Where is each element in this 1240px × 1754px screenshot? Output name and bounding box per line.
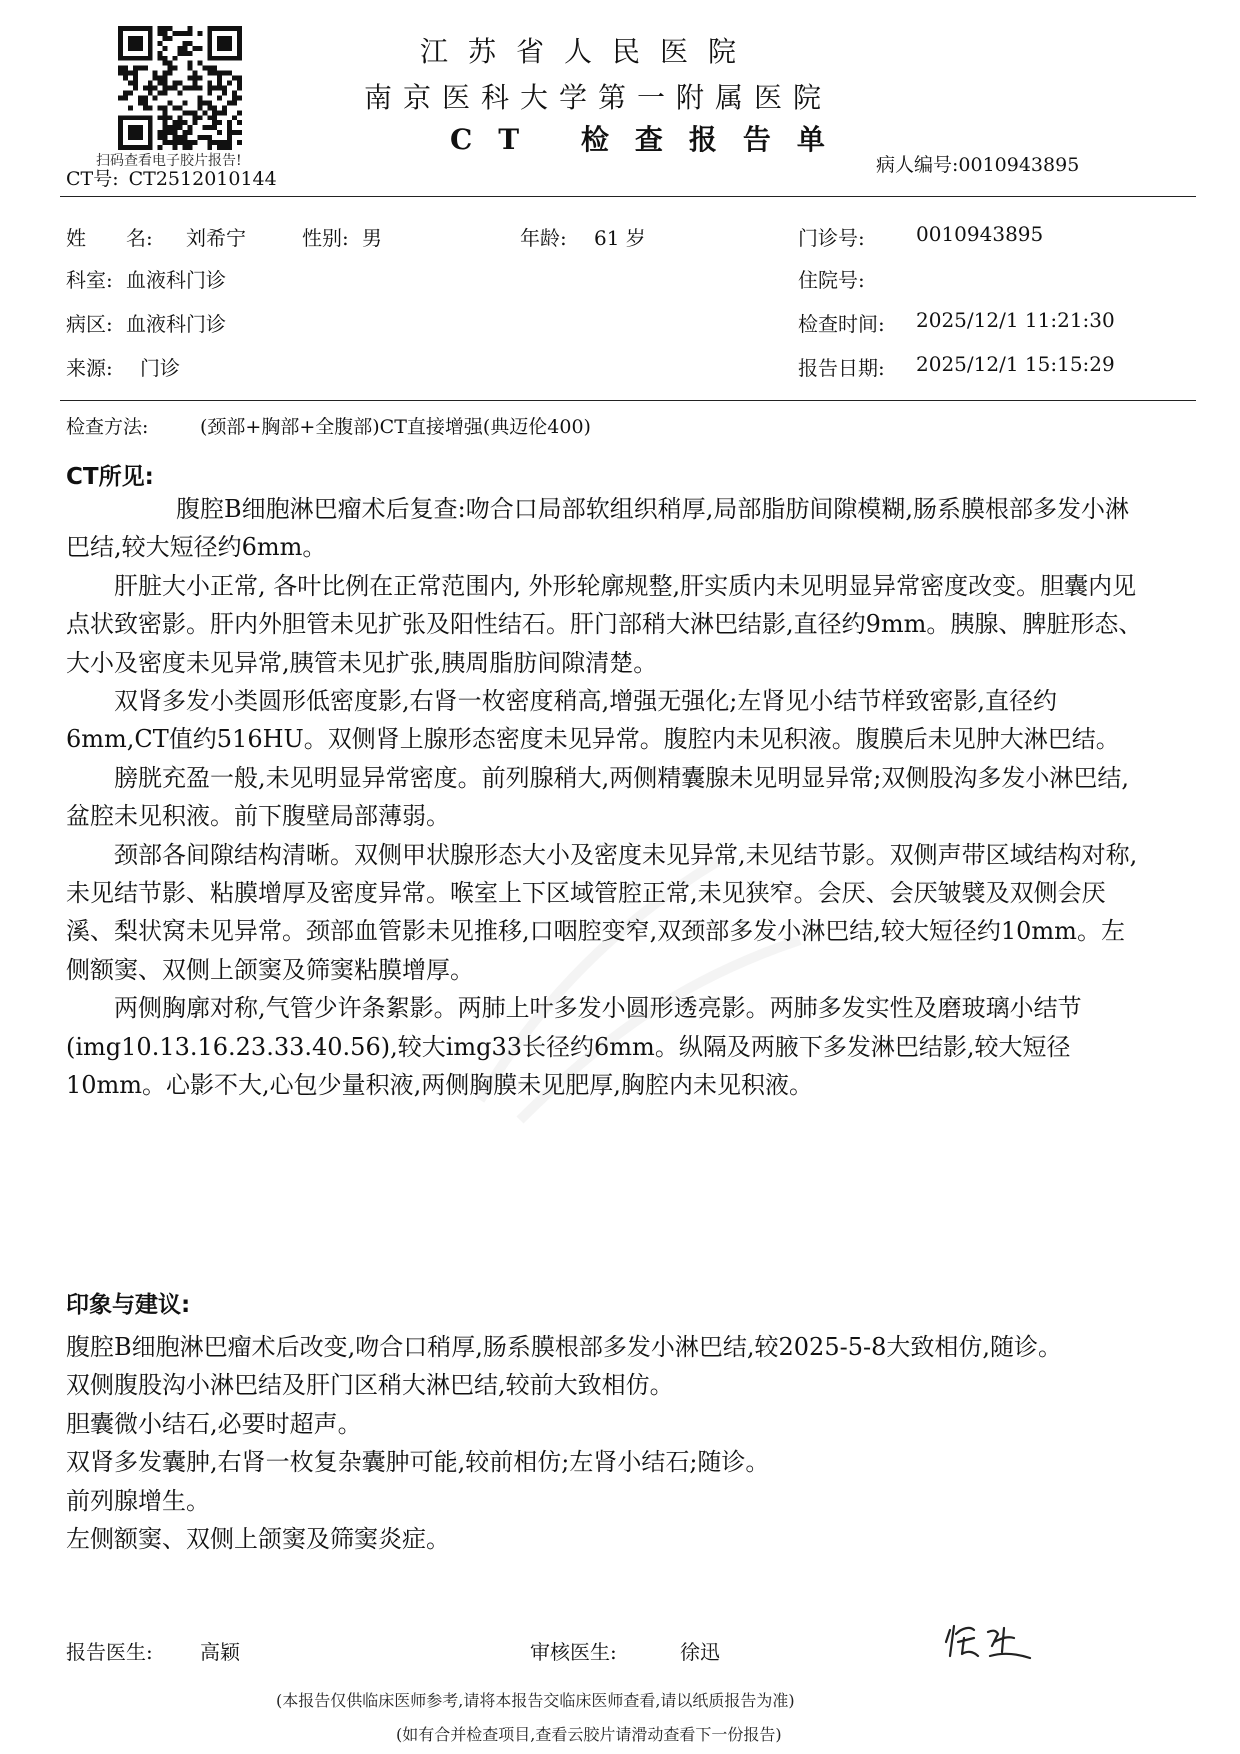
impression-line: 前列腺增生。: [66, 1486, 210, 1515]
exam-method: (颈部+胸部+全腹部)CT直接增强(典迈伦400): [200, 416, 591, 438]
hospital-name-line2: 南京医科大学第一附属医院: [364, 81, 833, 114]
report-date-label: 报告日期:: [798, 356, 885, 380]
impression-body: [66, 1328, 1156, 1558]
dept: 血液科门诊: [126, 268, 226, 292]
findings-paragraph: 膀胱充盈一般,未见明显异常密度。前列腺稍大,两侧精囊腺未见明显异常;双侧股沟多发小淋巴结,盆腔未见积液。前下腹壁局部薄弱。: [66, 763, 1129, 831]
patient-name: 刘希宁: [186, 226, 246, 250]
source-label: 来源:: [66, 356, 113, 380]
report-doctor-label: 报告医生:: [66, 1640, 153, 1664]
ct-number-label: CT号:: [66, 168, 119, 190]
footer-note-2: (如有合并检查项目,查看云胶片请滑动查看下一份报告): [396, 1725, 782, 1744]
patient-age-label: 年龄:: [520, 226, 567, 250]
findings-paragraph: 肝脏大小正常, 各叶比例在正常范围内, 外形轮廓规整,肝实质内未见明显异常密度改变。胆囊内见点状致密影。肝内外胆管未见扩张及阳性结石。肝门部稍大淋巴结影,直径约9mm。胰腺、脾脏形态、大小及密度未见异常,胰管未见扩张,胰周脂肪间隙清楚。: [66, 571, 1143, 677]
patient-id-value: 0010943895: [958, 154, 1080, 176]
report-doctor: 高颖: [200, 1640, 240, 1664]
findings-body: [66, 490, 1146, 1105]
report-title: CT 检查报告单: [450, 123, 851, 156]
hospital-name-line1: 江苏省人民医院: [420, 35, 757, 68]
findings-paragraph: 颈部各间隙结构清晰。双侧甲状腺形态大小及密度未见异常,未见结节影。双侧声带区域结构对称,未见结节影、粘膜增厚及密度异常。喉室上下区域管腔正常,未见狭窄。会厌、会厌皱襞及双侧会厌溪、梨状窝未见异常。颈部血管影未见推移,口咽腔变窄,双颈部多发小淋巴结,较大短径约10mm。左侧额窦、双侧上颌窦及筛窦粘膜增厚。: [66, 840, 1138, 984]
patient-sex-label: 性别:: [302, 226, 349, 250]
exam-time-label: 检查时间:: [798, 312, 885, 336]
patient-name-label: 姓 名:: [66, 226, 153, 250]
impression-title: 印象与建议:: [66, 1292, 191, 1318]
divider-top: [60, 196, 1196, 197]
dept-label: 科室:: [66, 268, 113, 292]
impression-line: 左侧额窦、双侧上颌窦及筛窦炎症。: [66, 1525, 450, 1554]
findings-title: CT所见:: [66, 464, 154, 490]
findings-paragraph: 腹腔B细胞淋巴瘤术后复查:吻合口局部软组织稍厚,局部脂肪间隙模糊,肠系膜根部多发小淋巴结,较大短径约6mm。: [66, 495, 1129, 562]
source: 门诊: [140, 356, 180, 380]
exam-time: 2025/12/1 11:21:30: [916, 308, 1115, 332]
qr-caption: 扫码查看电子胶片报告!: [96, 153, 242, 169]
report-date: 2025/12/1 15:15:29: [916, 352, 1115, 376]
ward-label: 病区:: [66, 312, 113, 336]
ward: 血液科门诊: [126, 312, 226, 336]
patient-age: 61 岁: [594, 226, 646, 250]
ct-number-value: CT2512010144: [128, 168, 277, 190]
findings-paragraph: 双肾多发小类圆形低密度影,右肾一枚密度稍高,增强无强化;左肾见小结节样致密影,直径约6mm,CT值约516HU。双侧肾上腺形态密度未见异常。腹腔内未见积液。腹膜后未见肿大淋巴结。: [66, 687, 1120, 754]
impression-line: 腹腔B细胞淋巴瘤术后改变,吻合口稍厚,肠系膜根部多发小淋巴结,较2025-5-8大致相仿,随诊。: [66, 1333, 1062, 1361]
impression-line: 双侧腹股沟小淋巴结及肝门区稍大淋巴结,较前大致相仿。: [66, 1371, 674, 1400]
divider-middle: [60, 400, 1196, 401]
inpatient-no-label: 住院号:: [798, 268, 865, 292]
qr-code[interactable]: [118, 26, 242, 150]
clinic-no-label: 门诊号:: [798, 226, 865, 250]
patient-sex: 男: [362, 226, 382, 250]
footer-note-1: (本报告仅供临床医师参考,请将本报告交临床医师查看,请以纸质报告为准): [276, 1691, 795, 1710]
exam-method-label: 检查方法:: [66, 416, 149, 438]
clinic-no: 0010943895: [916, 222, 1044, 246]
review-doctor-label: 审核医生:: [530, 1640, 617, 1664]
impression-line: 胆囊微小结石,必要时超声。: [66, 1409, 362, 1438]
ct-number: [66, 164, 277, 191]
findings-paragraph: 两侧胸廓对称,气管少许条絮影。两肺上叶多发小圆形透亮影。两肺多发实性及磨玻璃小结节(img10.13.16.23.33.40.56),较大img33长径约6mm。纵隔及两腋下多发淋巴结影,较大短径10mm。心影不大,心包少量积液,两侧胸膜未见肥厚,胸腔内未见积液。: [66, 994, 1082, 1100]
impression-line: 双肾多发囊肿,右肾一枚复杂囊肿可能,较前相仿;左肾小结石;随诊。: [66, 1448, 770, 1477]
handwritten-signature: [944, 1616, 1034, 1664]
review-doctor: 徐迅: [680, 1640, 720, 1664]
patient-id: [876, 150, 1079, 177]
patient-id-label: 病人编号:: [876, 154, 959, 176]
